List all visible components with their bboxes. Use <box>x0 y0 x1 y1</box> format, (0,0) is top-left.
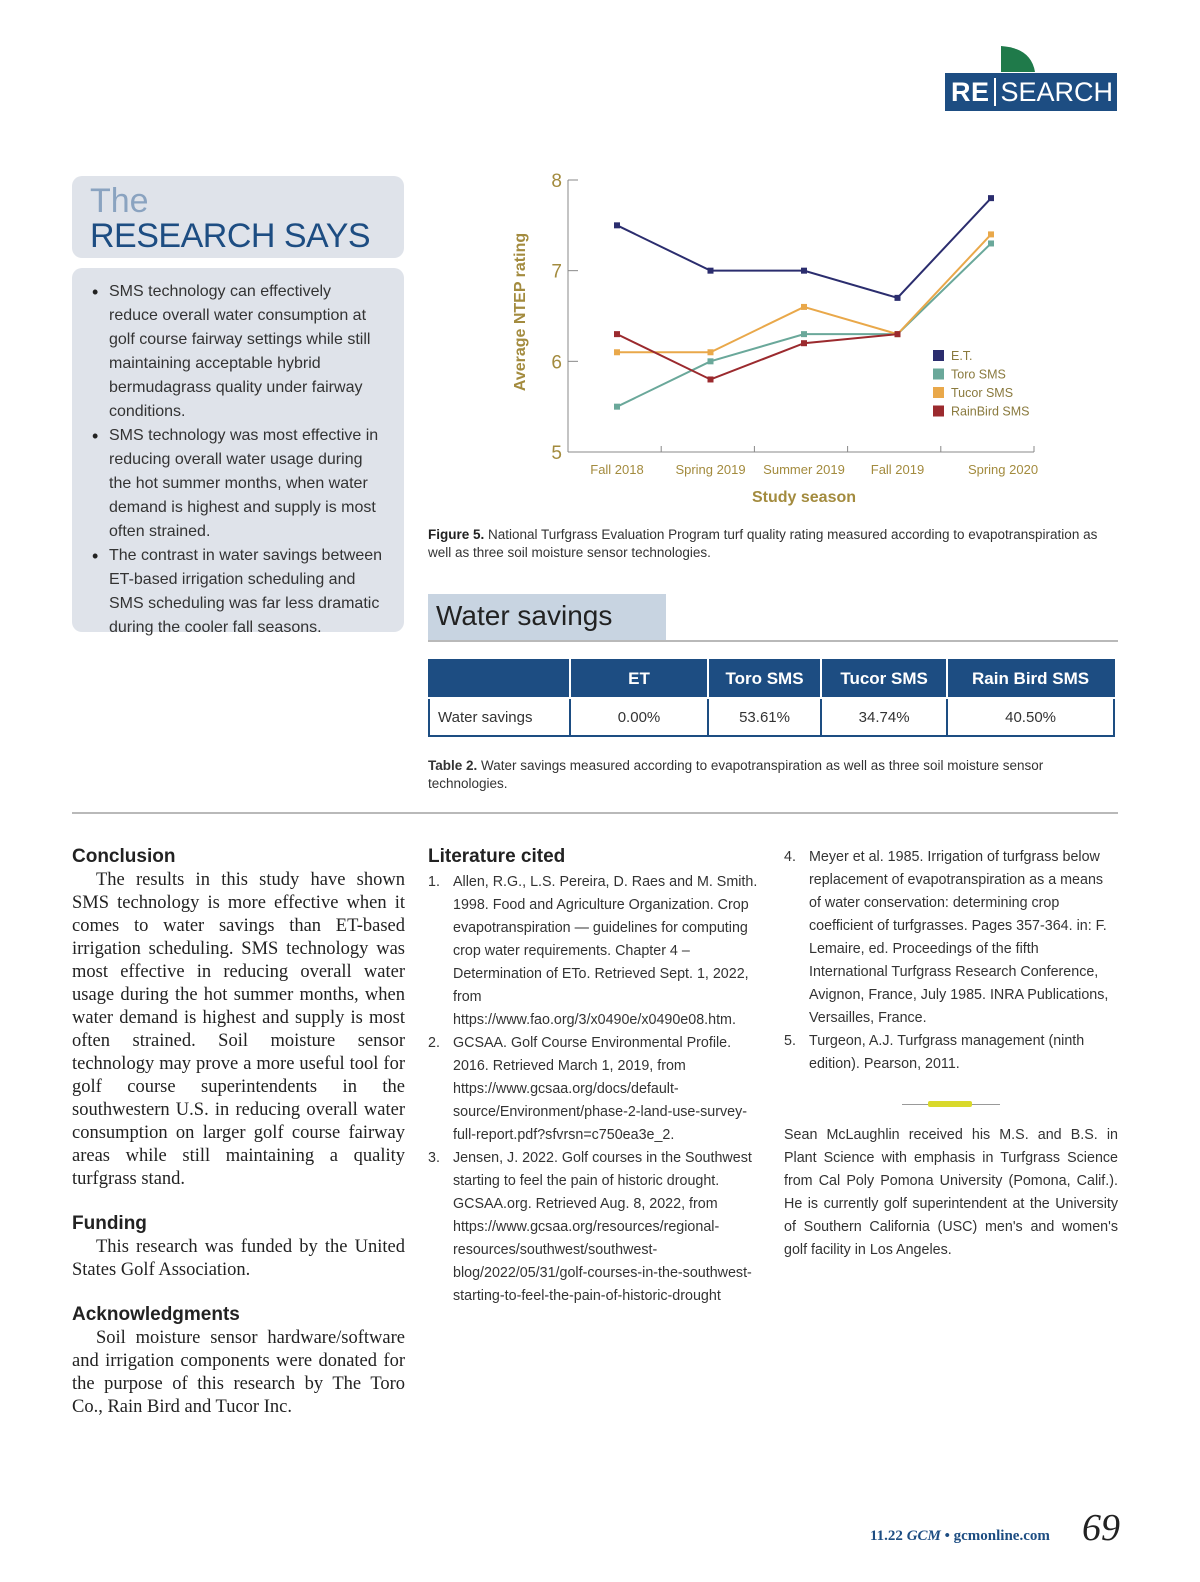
acknowledgments-text: Soil moisture sensor hardware/software and irrigation components were donated for the purpose of this research by The Toro Co., Rain Bird and Tucor Inc. <box>72 1328 405 1417</box>
reference-number: 3. <box>428 1150 440 1166</box>
research-says-the: The <box>90 182 149 220</box>
table-cell: Water savings <box>429 698 570 736</box>
legend-swatch <box>933 387 944 398</box>
research-says-bullet: • SMS technology was most effective in reducing overall water usage during the hot summer months, when water demand is highest and supply is most often strained. <box>108 424 384 544</box>
research-says-bullet: • SMS technology can effectively reduce overall water consumption at golf course fairway settings while still maintaining acceptable hybrid bermudagrass quality under fairway conditions. <box>108 280 384 424</box>
research-says-list <box>92 280 384 640</box>
y-tick-label: 5 <box>551 443 562 464</box>
data-point <box>988 231 994 237</box>
footer-publication <box>870 1528 1050 1545</box>
table-header-cell: ET <box>570 660 708 698</box>
data-point <box>614 331 620 337</box>
badge-separator <box>994 78 996 106</box>
water-savings-rule <box>428 640 1118 642</box>
x-tick-label: Spring 2020 <box>967 462 1039 477</box>
x-axis-label: Study season <box>751 489 857 506</box>
legend-label: Toro SMS <box>951 367 1006 382</box>
x-tick-label: Fall 2019 <box>870 462 925 477</box>
table-cell: 40.50% <box>947 698 1114 736</box>
legend-swatch <box>933 350 944 361</box>
research-says-bullet: • The contrast in water savings between ET-based irrigation scheduling and SMS scheduling was far less dramatic during the cooler fall seasons. <box>108 544 384 640</box>
footer-mag: GCM <box>906 1528 941 1544</box>
data-point <box>895 295 901 301</box>
data-point <box>801 268 807 274</box>
water-savings-table <box>428 659 1115 737</box>
data-point <box>801 331 807 337</box>
leaf-logo-icon <box>1001 46 1035 72</box>
reference-text: Jensen, J. 2022. Golf courses in the Southwest starting to feel the pain of historic drought. GCSAA.org. Retrieved Aug. 8, 2022, from https://www.gcsaa.org/resources/regional-resources/southwest/southwest-blog/2022/05/31/golf-courses-in-the-southwest-starting-to-feel-the-pain-of-historic-drought <box>453 1150 752 1304</box>
table-row <box>429 698 1114 736</box>
funding-text: This research was funded by the United States Golf Association. <box>72 1237 405 1280</box>
table-header-cell: Rain Bird SMS <box>947 660 1114 698</box>
page-number: 69 <box>1082 1507 1120 1549</box>
reference-text: Turgeon, A.J. Turfgrass management (ninth edition). Pearson, 2011. <box>809 1033 1085 1072</box>
reference-list <box>428 871 758 1308</box>
water-savings-heading: Water savings <box>428 594 666 640</box>
reference-list-continued <box>784 846 1118 1076</box>
chart-svg <box>500 160 1060 520</box>
y-tick-label: 7 <box>551 261 562 283</box>
table-caption-text: Water savings measured according to evapotranspiration as well as three soil moisture sensor technologies. <box>428 758 1044 791</box>
reference-text: Allen, R.G., L.S. Pereira, D. Raes and M. Smith. 1998. Food and Agriculture Organization. Crop evapotranspiration — guidelines for computing crop water requirements. Chapter 4 – Determination of ETo. Retrieved Sept. 1, 2022, from https://www.fao.org/3/x0490e/x0490e08.htm. <box>453 874 758 1028</box>
research-says-body <box>72 268 404 636</box>
reference-item <box>428 1032 758 1147</box>
figure-caption-label: Figure 5. <box>428 527 485 542</box>
data-point <box>708 268 714 274</box>
research-says-header <box>72 176 404 258</box>
x-tick-label: Spring 2019 <box>675 462 746 477</box>
table-cell: 34.74% <box>821 698 947 736</box>
data-point <box>801 304 807 310</box>
table-cell: 53.61% <box>708 698 821 736</box>
reference-number: 2. <box>428 1035 440 1051</box>
y-tick-label: 6 <box>551 352 562 374</box>
table-header-cell: Toro SMS <box>708 660 821 698</box>
acknowledgments-title: Acknowledgments <box>72 1304 240 1325</box>
data-point <box>708 349 714 355</box>
reference-number: 1. <box>428 874 440 890</box>
reference-item <box>428 871 758 1032</box>
x-tick-label: Summer 2019 <box>763 462 845 477</box>
ntep-line-chart <box>500 160 1060 520</box>
left-column <box>72 846 405 1419</box>
table-caption-label: Table 2. <box>428 758 478 773</box>
page-footer <box>870 1507 1120 1552</box>
reference-text: GCSAA. Golf Course Environmental Profile. 2016. Retrieved March 1, 2019, from https://www.gcsaa.org/docs/default-source/Environment/phase-2-land-use-survey-full-report.pdf?sfvrsn=c750ea3e_2. <box>453 1035 748 1143</box>
data-point <box>895 331 901 337</box>
x-tick-label: Fall 2018 <box>590 462 644 477</box>
legend-swatch <box>933 406 944 417</box>
conclusion-title: Conclusion <box>72 846 176 867</box>
right-column <box>784 846 1118 1262</box>
reference-item <box>428 1147 758 1308</box>
reference-number: 4. <box>784 849 796 865</box>
reference-item <box>784 846 1118 1030</box>
badge-search: SEARCH <box>1000 76 1114 107</box>
figure-caption-text: National Turfgrass Evaluation Program turf quality rating measured according to evapotranspiration as well as three soil moisture sensor technologies. <box>428 527 1098 560</box>
data-point <box>614 404 620 410</box>
series-line <box>617 334 898 379</box>
data-point <box>708 358 714 364</box>
conclusion-text: The results in this study have shown SMS technology is more effective when it comes to water savings than ET-based irrigation scheduling. SMS technology was most effective in reducing overall water usage during the hot summer months, when water demand is highest and supply is most often strained. Soil moisture sensor technology may prove a more useful tool for golf course superintendents in the southwestern U.S. in reducing overall water consumption on larger golf course fairway areas while still maintaining a quality turfgrass stand. <box>72 870 405 1189</box>
reference-text: Meyer et al. 1985. Irrigation of turfgrass below replacement of evapotranspiration as a means of water conservation: determining crop coefficient of turfgrasses. Pages 357-364. in: F. Lemaire, ed. Proceedings of the fifth International Turfgrass Research Conference, Avignon, France, July 1985. INRA Publications, Versailles, France. <box>809 849 1109 1026</box>
table-header-cell: Tucor SMS <box>821 660 947 698</box>
table-header-cell <box>429 660 570 698</box>
author-bio: Sean McLaughlin received his M.S. and B.S. in Plant Science with emphasis in Turfgrass Science from Cal Poly Pomona University (Pomona, Calif.). He is currently golf superintendent at the University of Southern California (USC) men's and women's golf facility in Los Angeles. <box>784 1127 1118 1258</box>
section-badge <box>945 73 1117 111</box>
reference-number: 5. <box>784 1033 796 1049</box>
y-axis-label: Average NTEP rating <box>512 232 529 392</box>
table-cell: 0.00% <box>570 698 708 736</box>
data-point <box>988 240 994 246</box>
legend-label: E.T. <box>951 349 973 363</box>
legend-label: RainBird SMS <box>951 404 1030 419</box>
data-point <box>988 195 994 201</box>
legend-swatch <box>933 369 944 380</box>
figure-caption <box>428 526 1118 562</box>
funding-title: Funding <box>72 1213 147 1234</box>
badge-re: RE <box>951 76 990 107</box>
y-tick-label: 8 <box>551 171 562 192</box>
middle-column <box>428 846 758 1308</box>
footer-site: • gcmonline.com <box>940 1528 1050 1544</box>
section-divider <box>72 812 1118 814</box>
data-point <box>614 349 620 355</box>
table-caption <box>428 757 1118 793</box>
reference-item <box>784 1030 1118 1076</box>
legend-label: Tucor SMS <box>951 386 1014 400</box>
series-line <box>617 198 991 298</box>
table-header-row <box>429 660 1114 698</box>
data-point <box>708 376 714 382</box>
literature-title: Literature cited <box>428 846 566 867</box>
footer-issue: 11.22 <box>870 1528 907 1544</box>
decorative-divider <box>902 1096 1000 1114</box>
data-point <box>801 340 807 346</box>
research-says-title: RESEARCH SAYS <box>90 217 371 255</box>
data-point <box>614 222 620 228</box>
